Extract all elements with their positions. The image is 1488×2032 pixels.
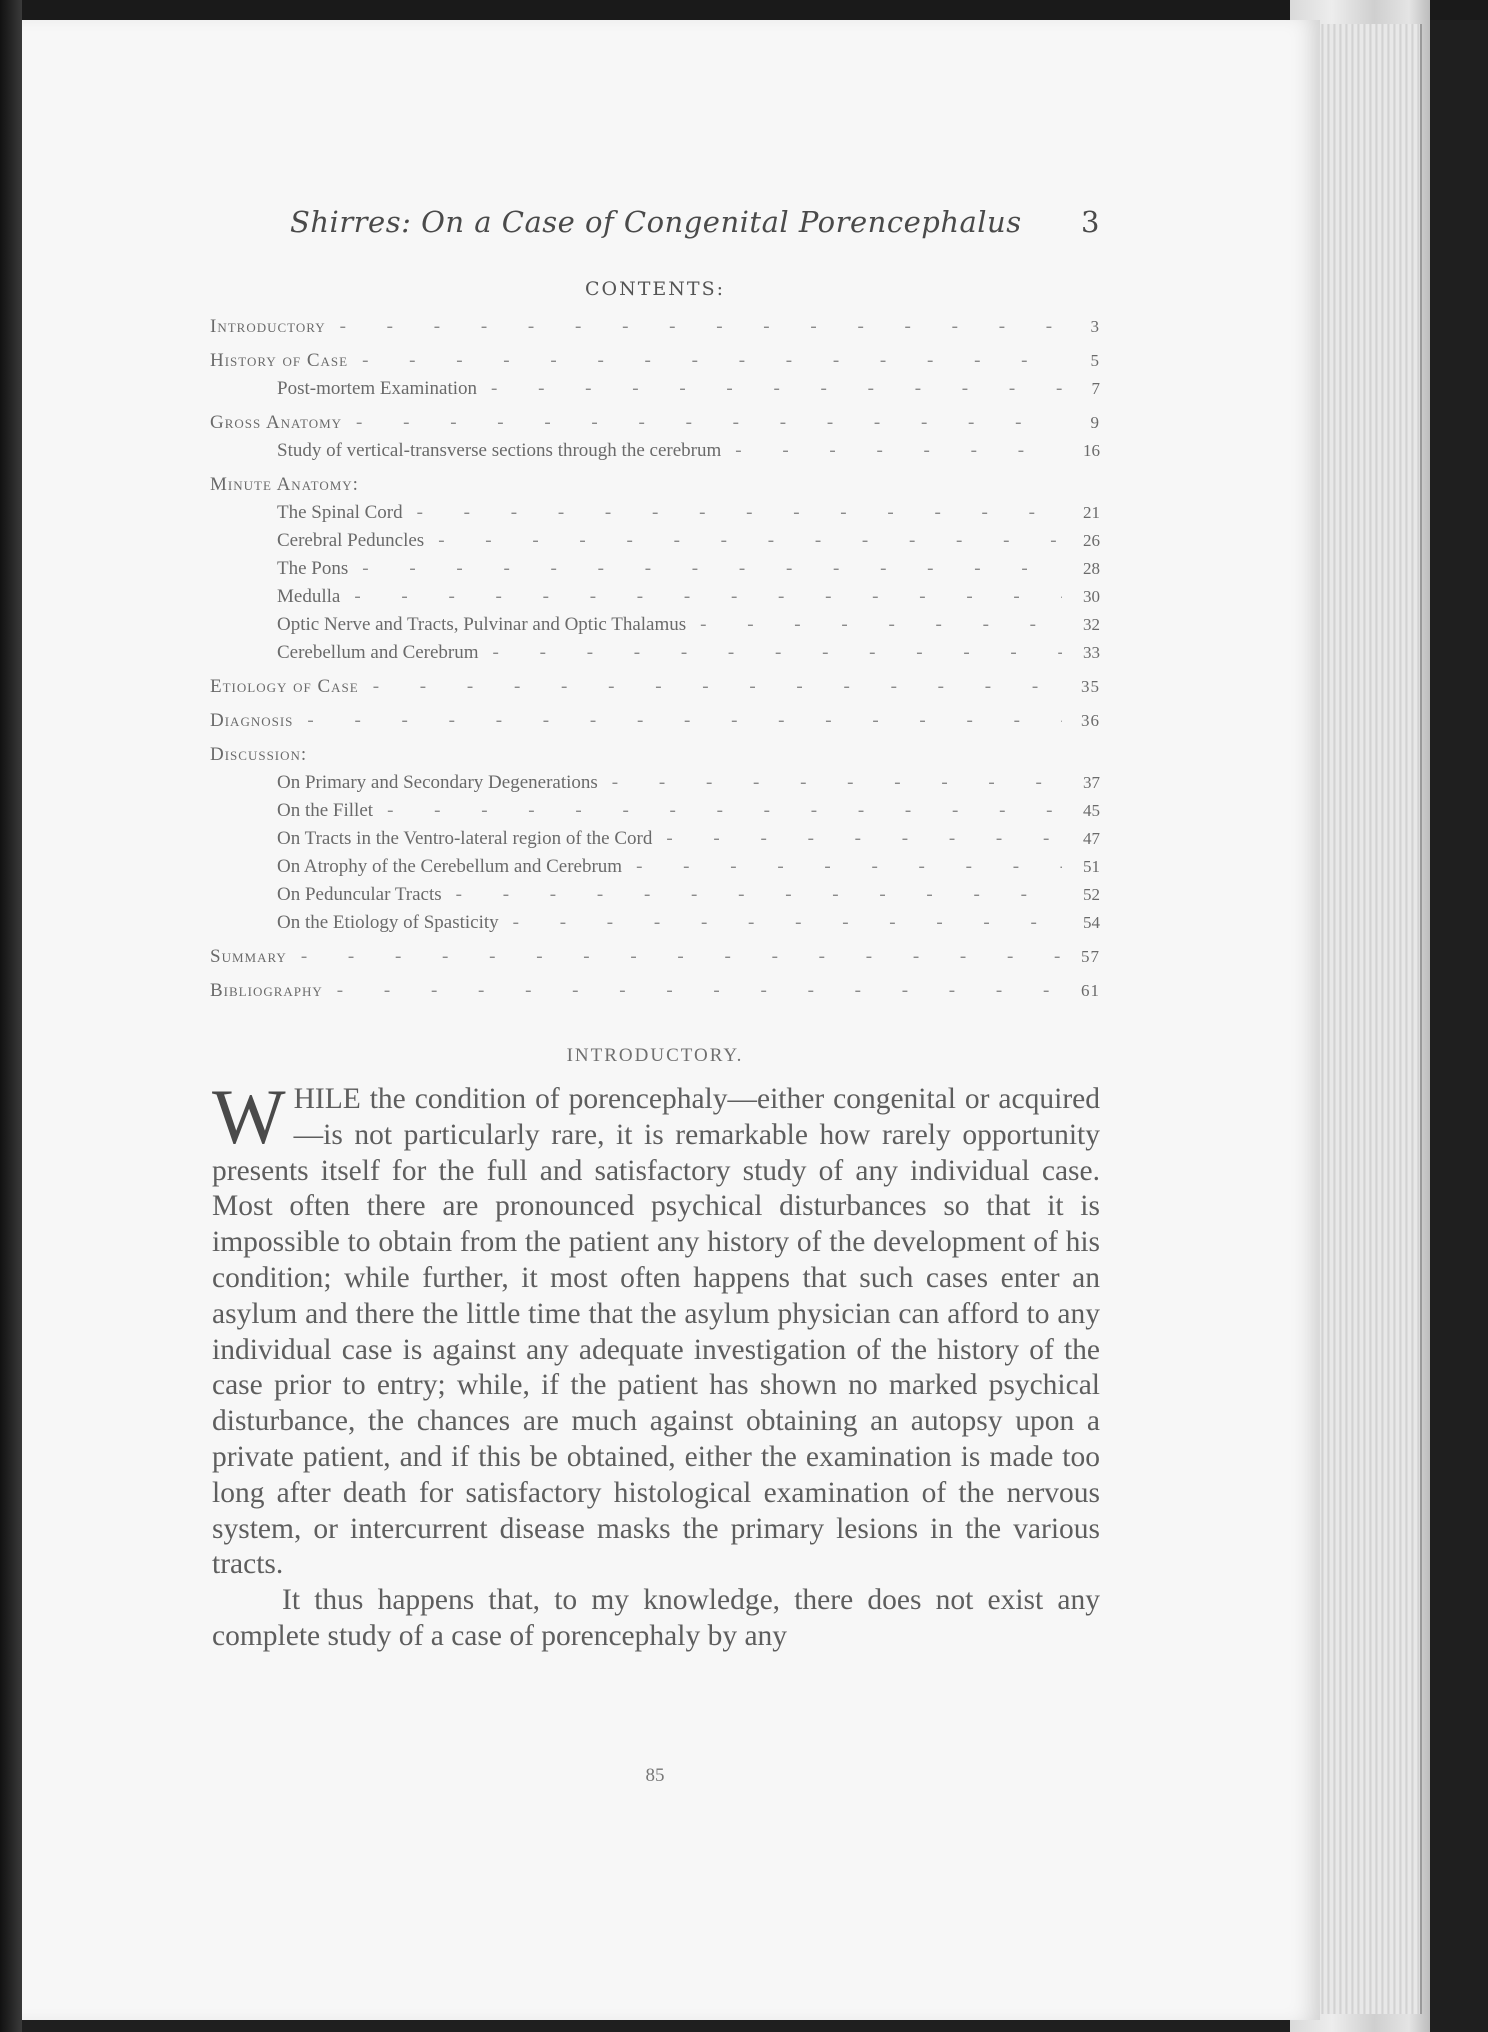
toc-leader-dashes	[307, 710, 1062, 732]
toc-entry	[210, 884, 1100, 912]
toc-entry-label: Cerebral Peduncles	[277, 530, 425, 551]
toc-leader-dashes	[362, 558, 1062, 580]
toc-entry-label: Discussion:	[210, 744, 308, 765]
folio-number: 85	[645, 1765, 665, 1786]
toc-entry	[210, 316, 1100, 344]
toc-entry-label: The Spinal Cord	[277, 502, 403, 523]
toc-entry	[210, 980, 1100, 1008]
toc-entry	[210, 772, 1100, 800]
book-binding-edge	[0, 0, 22, 2032]
toc-entry-page: 61	[1081, 981, 1100, 1000]
toc-entry-label: Gross Anatomy	[210, 412, 343, 433]
toc-entry	[210, 676, 1100, 704]
body-text	[212, 1073, 1100, 1655]
toc-entry	[210, 558, 1100, 586]
toc-entry	[210, 946, 1100, 974]
toc-entry-page: 9	[1090, 413, 1100, 432]
toc-entry	[210, 710, 1100, 738]
toc-entry-label: The Pons	[277, 558, 349, 579]
toc-entry-page: 26	[1083, 531, 1100, 550]
toc-entry	[210, 744, 1100, 772]
toc-leader-dashes	[373, 676, 1062, 698]
toc-leader-dashes	[356, 412, 1062, 434]
toc-entry-page: 52	[1083, 885, 1100, 904]
toc-entry-label: Summary	[210, 946, 287, 967]
running-head-title: Shirres: On a Case of Congenital Porencephalus	[290, 205, 1022, 239]
toc-leader-dashes	[493, 642, 1062, 664]
toc-entry	[210, 856, 1100, 884]
toc-entry-label: On the Etiology of Spasticity	[277, 912, 499, 933]
toc-leader-dashes	[612, 772, 1062, 794]
toc-entry-page: 32	[1083, 615, 1100, 634]
toc-entry	[210, 530, 1100, 558]
toc-entry-label: Cerebellum and Cerebrum	[277, 642, 479, 663]
toc-entry-page: 35	[1081, 677, 1100, 696]
toc-entry-page: 3	[1090, 317, 1100, 336]
scan-background-top	[0, 0, 1488, 20]
toc-entry-page: 36	[1081, 711, 1100, 730]
toc-leader-dashes	[301, 946, 1062, 968]
table-of-contents	[210, 316, 1100, 1008]
toc-entry	[210, 412, 1100, 440]
toc-entry-page: 5	[1090, 351, 1100, 370]
toc-leader-dashes	[513, 912, 1062, 934]
toc-entry-page: 54	[1083, 913, 1100, 932]
toc-entry	[210, 378, 1100, 406]
toc-entry-label: On Tracts in the Ventro-lateral region of the Cord	[277, 828, 653, 849]
toc-entry	[210, 614, 1100, 642]
toc-leader-dashes	[387, 800, 1062, 822]
toc-leader-dashes	[417, 502, 1062, 524]
toc-entry-label: Bibliography	[210, 980, 323, 1001]
toc-leader-dashes	[456, 884, 1062, 906]
toc-leader-dashes	[337, 980, 1062, 1002]
toc-entry	[210, 502, 1100, 530]
toc-entry	[210, 642, 1100, 670]
toc-entry-label: Optic Nerve and Tracts, Pulvinar and Optic Thalamus	[277, 614, 687, 635]
toc-leader-dashes	[666, 828, 1062, 850]
contents-heading: CONTENTS:	[585, 278, 725, 300]
toc-entry-page: 28	[1083, 559, 1100, 578]
section-heading-introductory: INTRODUCTORY.	[566, 1045, 744, 1066]
toc-entry-page: 47	[1083, 829, 1100, 848]
toc-leader-dashes	[735, 440, 1062, 462]
toc-leader-dashes	[354, 586, 1062, 608]
toc-entry-label: Post-mortem Examination	[277, 378, 478, 399]
toc-entry	[210, 586, 1100, 614]
toc-leader-dashes	[700, 614, 1062, 636]
toc-entry	[210, 912, 1100, 940]
toc-entry-label: Etiology of Case	[210, 676, 359, 697]
running-head-page-number: 3	[1081, 205, 1100, 239]
toc-entry-label: On Atrophy of the Cerebellum and Cerebrum	[277, 856, 623, 877]
toc-entry	[210, 828, 1100, 856]
toc-leader-dashes	[340, 316, 1062, 338]
toc-entry-label: On the Fillet	[277, 800, 374, 821]
toc-leader-dashes	[491, 378, 1062, 400]
toc-entry-label: Diagnosis	[210, 710, 294, 731]
toc-entry	[210, 350, 1100, 378]
toc-entry	[210, 440, 1100, 468]
toc-entry-page: 7	[1091, 379, 1100, 398]
paragraph-2: It thus happens that, to my knowledge, there does not exist any complete study of a case of porencephaly by any	[212, 1584, 1100, 1652]
toc-entry-page: 16	[1083, 441, 1100, 460]
toc-entry-label: On Primary and Secondary Degenerations	[277, 772, 598, 793]
toc-entry	[210, 474, 1100, 502]
paragraph-1-text: HILE the condition of porencephaly—either congenital or acquired—is not particularly rare, it is remarkable how rarely opportunity presents itself for the full and satisfactory study of any individual case. Most often there are pronounced psychical disturbances so that it is impossible to obtain from the patient any history of the development of his condition; while further, it most often happens that such cases enter an asylum and there the little time that the asylum physician can afford to any individual case is against any adequate investigation of the history of the case prior to entry; while, if the patient has shown no marked psychical disturbance, the chances are much against obtaining an autopsy upon a private patient, and if this be obtained, either the examination is made too long after death for satisfactory histological examination of the nervous system, or intercurrent disease masks the primary lesions in the various tracts.	[212, 1083, 1100, 1581]
toc-entry-page: 33	[1083, 643, 1100, 662]
paragraph-1	[212, 1073, 1100, 1583]
toc-entry-label: Study of vertical-transverse sections through the cerebrum	[277, 440, 722, 461]
toc-entry-label: History of Case	[210, 350, 349, 371]
toc-entry-label: Minute Anatomy:	[210, 474, 359, 495]
toc-entry-page: 45	[1083, 801, 1100, 820]
toc-entry-page: 57	[1081, 947, 1100, 966]
drop-cap: W	[212, 1073, 286, 1160]
toc-entry	[210, 800, 1100, 828]
toc-entry-label: On Peduncular Tracts	[277, 884, 442, 905]
toc-leader-dashes	[636, 856, 1062, 878]
toc-leader-dashes	[362, 350, 1062, 372]
toc-entry-page: 30	[1083, 587, 1100, 606]
toc-entry-page: 21	[1083, 503, 1100, 522]
toc-leader-dashes	[438, 530, 1062, 552]
running-head	[290, 205, 1100, 239]
toc-entry-page: 37	[1083, 773, 1100, 792]
toc-entry-label: Introductory	[210, 316, 326, 337]
toc-entry-page: 51	[1083, 857, 1100, 876]
toc-entry-label: Medulla	[277, 586, 341, 607]
